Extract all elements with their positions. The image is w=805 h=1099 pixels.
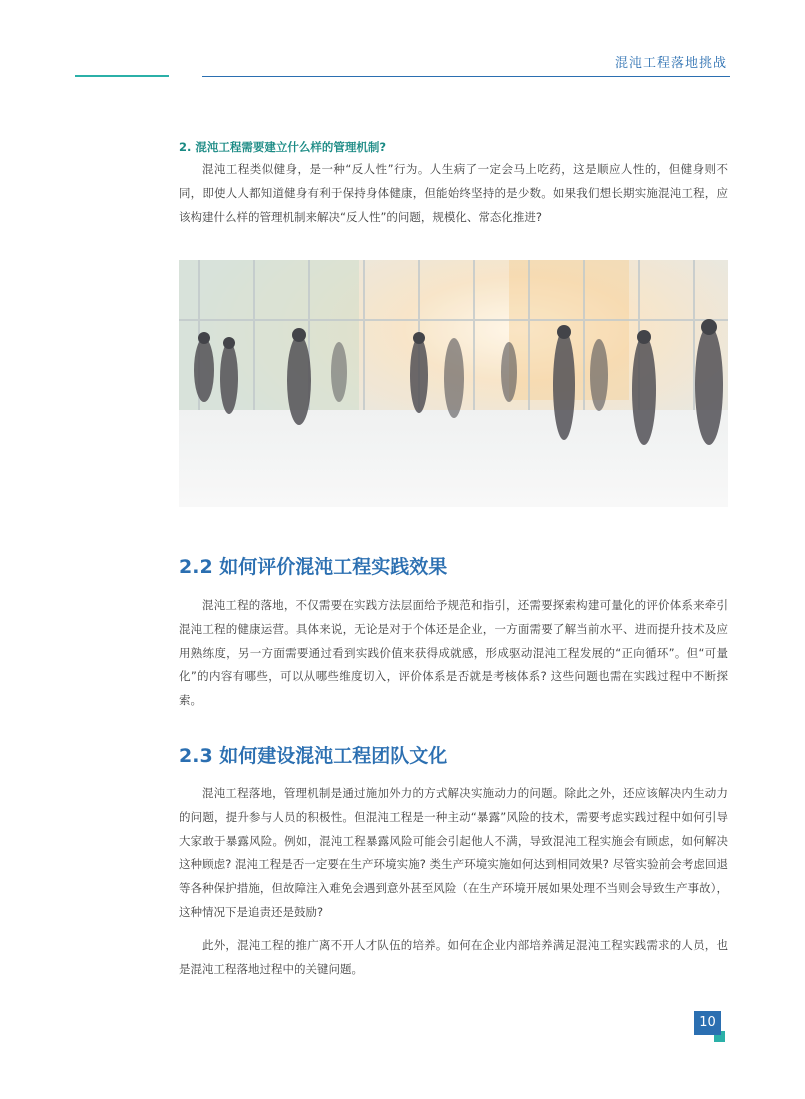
running-header: 混沌工程落地挑战 [614, 56, 727, 71]
section-2-2-paragraph: 混沌工程的落地，不仅需要在实践方法层面给予规范和指引，还需要探索构建可量化的评价体系来牵引混沌工程的健康运营。具体来说，无论是对于个体还是企业，一方面需要了解当前水平、进而提升技术及应用熟练度，另一方面需要通过看到实践价值来获得成就感，形成驱动混沌工程发展的“正向循环”。但“可量化”的内容有哪些，可以从哪些维度切入，评价体系是否就是考核体系? 这些问题也需在实践过程中不断探索。 [179, 598, 728, 708]
page-number: 10 [694, 1011, 721, 1035]
section-2-3-paragraph-1: 混沌工程落地，管理机制是通过施加外力的方式解决实施动力的问题。除此之外，还应该解决内生动力的问题，提升参与人员的积极性。但混沌工程是一种主动“暴露”风险的技术，需要考虑实践过程中如何引导大家敢于暴露风险。例如，混沌工程暴露风险可能会引起他人不满，导致混沌工程实施会有顾虑，如何解决这种顾虑? 混沌工程是否一定要在生产环境实施? 类生产环境实施如何达到相同效果? 尽管实验前会考虑回退等各种保护措施，但故障注入难免会遇到意外甚至风险（在生产环境开展如果处理不当则会导致生产事故），这种情况下是追责还是鼓励? [179, 786, 728, 919]
section-heading-2-2: 2.2 如何评价混沌工程实践效果 [179, 556, 448, 578]
header-rule-accent [75, 75, 169, 77]
office-lobby-photo [179, 260, 728, 507]
section-2-3-paragraph-2: 此外，混沌工程的推广离不开人才队伍的培养。如何在企业内部培养满足混沌工程实践需求的人员，也是混沌工程落地过程中的关键问题。 [179, 938, 728, 976]
header-rule [202, 76, 730, 77]
intro-paragraph: 混沌工程类似健身，是一种“反人性”行为。人生病了一定会马上吃药，这是顺应人性的，但健身则不同，即使人人都知道健身有利于保持身体健康，但能始终坚持的是少数。如果我们想长期实施混沌工程，应该构建什么样的管理机制来解决“反人性”的问题，规模化、常态化推进? [179, 162, 728, 224]
subsection-heading: 2. 混沌工程需要建立什么样的管理机制? [179, 140, 387, 154]
section-heading-2-3: 2.3 如何建设混沌工程团队文化 [179, 745, 448, 767]
